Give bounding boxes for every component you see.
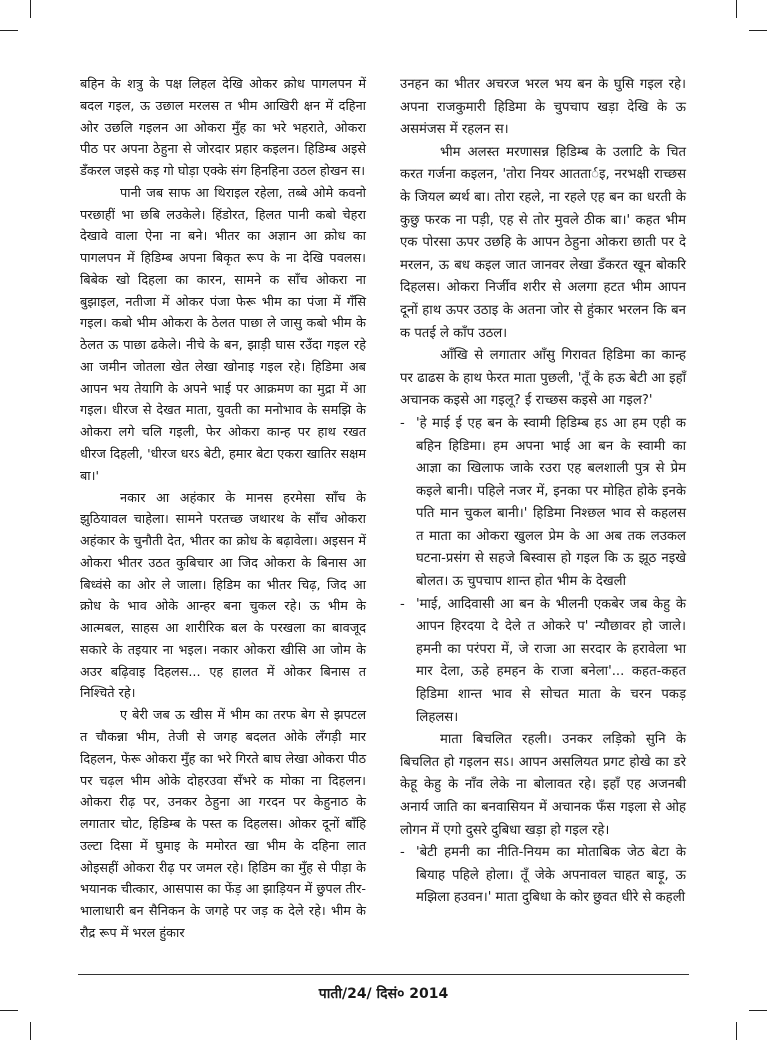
list-item-text: 'हे माई ई एह बन के स्वामी हिडिम्ब हऽ आ हम एही क बहिन हिडिमा। हम अपना भाई आ बन के स्वामी का आज्ञा का खिलाफ जाके रउरा एह बलशाली पुत्र से प्रेम कइले बानी। पहिले नजर में, इनका पर मोहित होके इनके पति मान चुकल बानी।' हिडिमा निश्छल भाव से कहलस त माता का ओकरा खुलल प्रेम के आ अब तक लउकल घटना-प्रसंग से सहजे बिस्वास हो गइल कि ऊ झूठ नइखे बोलत। ऊ चुपचाप शान्त होत भीम के देखली bbox=[416, 415, 686, 590]
list-dash: - bbox=[400, 596, 405, 612]
footer-rule bbox=[78, 974, 689, 975]
list-item-text: 'माई, आदिवासी आ बन के भीलनी एकबेर जब केहु के आपन हिरदया दे देले त ओकरे प' न्यौछावर हो जाले। हमनी का परंपरा में, जे राजा आ सरदार के हरावेला भा मार देला, ऊहे हमहन के राजा बनेला'... कहत-कहत हिडिमा शान्त भाव से सोचत माता के चरन पकड़ लिहलस। bbox=[416, 596, 686, 725]
paragraph: ए बेरी जब ऊ खीस में भीम का तरफ बेग से झपटल त चौकन्ना भीम, तेजी से जगह बदलत ओके लँगड़ी मार दिहलन, फेरू ओकरा मुँह का भरे गिरते बाघ लेखा ओकरा पीठ पर चढ़ल भीम ओके दोहरउवा सँभरे क मोका ना दिहलन। ओकरा रीढ़ पर, उनकर ठेहुना आ गरदन पर केहुनाठ के लगातार चोट, हिडिम्ब के पस्त क दिहलस। ओकर दूनों बाँहि उल्टा दिसा में घुमाइ के ममोरत खा भीम के दहिना लात ओइसहीं ओकरा रीढ़ पर जमल रहे। हिडिम का मुँह से पीड़ा के भयानक चीत्कार, आसपास का फेंड़ आ झाड़ियन में छुपल तीर-भालाधारी बन सैनिकन के जगहे पर जड़ क देले रहे। भीम के रौद्र रूप में भरल हुंकार bbox=[80, 708, 366, 941]
paragraph: बहिन के शत्रु के पक्ष लिहल देखि ओकर क्रोध पागलपन में बदल गइल, ऊ उछाल मरलस त भीम आखिरी क्षन में दहिना ओर उछलि गइलन आ ओकरा मुँह का भरे भहराते, ओकरा पीठ पर अपना ठेहुना से जोरदार प्रहार कइलन। हिडिम्ब अइसे डँकरल जइसे कइ गो घोड़ा एक्के संग हिनहिना उठल होखन स। bbox=[80, 77, 366, 180]
crop-mark-top-left-h bbox=[0, 30, 18, 31]
crop-mark-bottom-right-v bbox=[736, 1022, 737, 1040]
crop-mark-top-right-h bbox=[749, 30, 767, 31]
paragraph: माता बिचलित रहली। उनकर लड़िको सुनि के बिचलित हो गइलन सऽ। आपन असलियत प्रगट होखे का डरे केहू केहु के नाँव लेके ना बोलावत रहे। इहाँ एह अजनबी अनार्य जाति का बनवासियन में अचानक फँस गइला से ओह लोगन में एगो दुसरे दुबिधा खड़ा हो गइल रहे। bbox=[400, 732, 686, 838]
list-item bbox=[400, 842, 686, 910]
paragraph: उनहन का भीतर अचरज भरल भय बन के घुसि गइल रहे। अपना राजकुमारी हिडिमा के चुपचाप खड़ा देखि के ऊ असमंजस में रहलन स। bbox=[400, 77, 686, 138]
list-dash: - bbox=[400, 845, 405, 861]
crop-mark-bottom-left-h bbox=[0, 1010, 18, 1011]
paragraph: नकार आ अहंकार के मानस हरमेसा साँच के झुठियावल चाहेला। सामने परतच्छ जथारथ के साँच ओकरा अहंकार के चुनौती देत, भीतर का क्रोध के बढ़ावेला। अइसन में ओकरा भीतर उठत कुबिचार आ जिद ओकरा के बिनास आ बिध्वंसे का ओर ले जाला। हिडिम का भीतर चिढ़, जिद आ क्रोध के भाव ओके आन्हर बना चुकल रहे। ऊ भीम के आत्मबल, साहस आ शारीरिक बल के परखला का बावजूद सकारे के तइयार ना भइल। नकार ओकरा खीसि आ जोम के अउर बढ़िवाइ दिहलस... एह हालत में ओकर बिनास त निश्चिते रहे। bbox=[80, 490, 366, 702]
list-item-text: 'बेटी हमनी का नीति-नियम का मोताबिक जेठ बेटा के बियाह पहिले होला। तूँ जेके अपनावल चाहत बाड़ू, ऊ मझिला हउवन।' माता दुबिधा के कोर छुवत धीरे से कहली bbox=[416, 845, 686, 906]
dialogue-list bbox=[400, 413, 686, 729]
right-column bbox=[400, 74, 686, 910]
list-item bbox=[400, 594, 686, 730]
page-footer: पाती/24/ दिसं० 2014 bbox=[318, 986, 449, 1002]
dialogue-list bbox=[400, 842, 686, 910]
paragraph: आँखि से लगातार आँसु गिरावत हिडिमा का कान्ह पर ढाढस के हाथ फेरत माता पुछली, 'तूँ के हऊ बेटी आ इहाँ अचानक कइसे आ गइलू? ई राच्छस कइसे आ गइल?' bbox=[400, 348, 686, 409]
crop-mark-bottom-left-v bbox=[30, 1022, 31, 1040]
crop-mark-top-right-v bbox=[736, 0, 737, 18]
list-item bbox=[400, 413, 686, 594]
crop-mark-top-left-v bbox=[30, 0, 31, 18]
left-column bbox=[80, 74, 366, 945]
paragraph: भीम अलस्त मरणासन्न हिडिम्ब के उलाटि के चित करत गर्जना कइलन, 'तोरा नियर आततार्इ, नरभक्षी राच्छस के जियल ब्यर्थ बा। तोरा रहले, ना रहले एह बन का धरती के कुछु फरक ना पड़ी, एह से तोर मुवले ठीक बा।' कहत भीम एक पोरसा ऊपर उछहि के आपन ठेहुना ओकरा छाती पर दे मरलन, ऊ बध कइल जात जानवर लेखा डँकरत खून बोकरि दिहलस। ओकरा निर्जीव शरीर से अलगा हटत भीम आपन दूनों हाथ ऊपर उठाइ के अतना जोर से हुंकार भरलन कि बन क पतई ले काँप उठल। bbox=[400, 144, 686, 341]
list-dash: - bbox=[400, 415, 405, 431]
paragraph: पानी जब साफ आ थिराइल रहेला, तब्बे ओमे कवनो परछाहीं भा छबि लउकेले। हिंडोरत, हिलत पानी कबो चेहरा देखावे वाला ऐना ना बने। भीतर का अज्ञान आ क्रोध का पागलपन में हिडिम्ब अपना बिकृत रूप के ना देखि पवलस। बिबेक खो दिहला का कारन, सामने क साँच ओकरा ना बुझाइल, नतीजा में ओकर पंजा फेरू भीम का पंजा में गँसि गइल। कबो भीम ओकरा के ठेलत पाछा ले जासु कबो भीम के ठेलत ऊ पाछा ढकेले। नीचे के बन, झाड़ी घास रउँदा गइल रहे आ जमीन जोतला खेत लेखा खोनाइ गइल रहे। हिडिमा अब आपन भय तेयागि के अपने भाई पर आक्रमण का मुद्रा में आ गइल। धीरज से देखत माता, युवती का मनोभाव के समझि के ओकरा लगे चलि गइली, फेर ओकरा कान्ह पर हाथ रखत धीरज दिहली, 'धीरज धरऽ बेटी, हमार बेटा एकरा खातिर सक्षम बा।' bbox=[80, 185, 366, 484]
crop-mark-bottom-right-h bbox=[749, 1010, 767, 1011]
